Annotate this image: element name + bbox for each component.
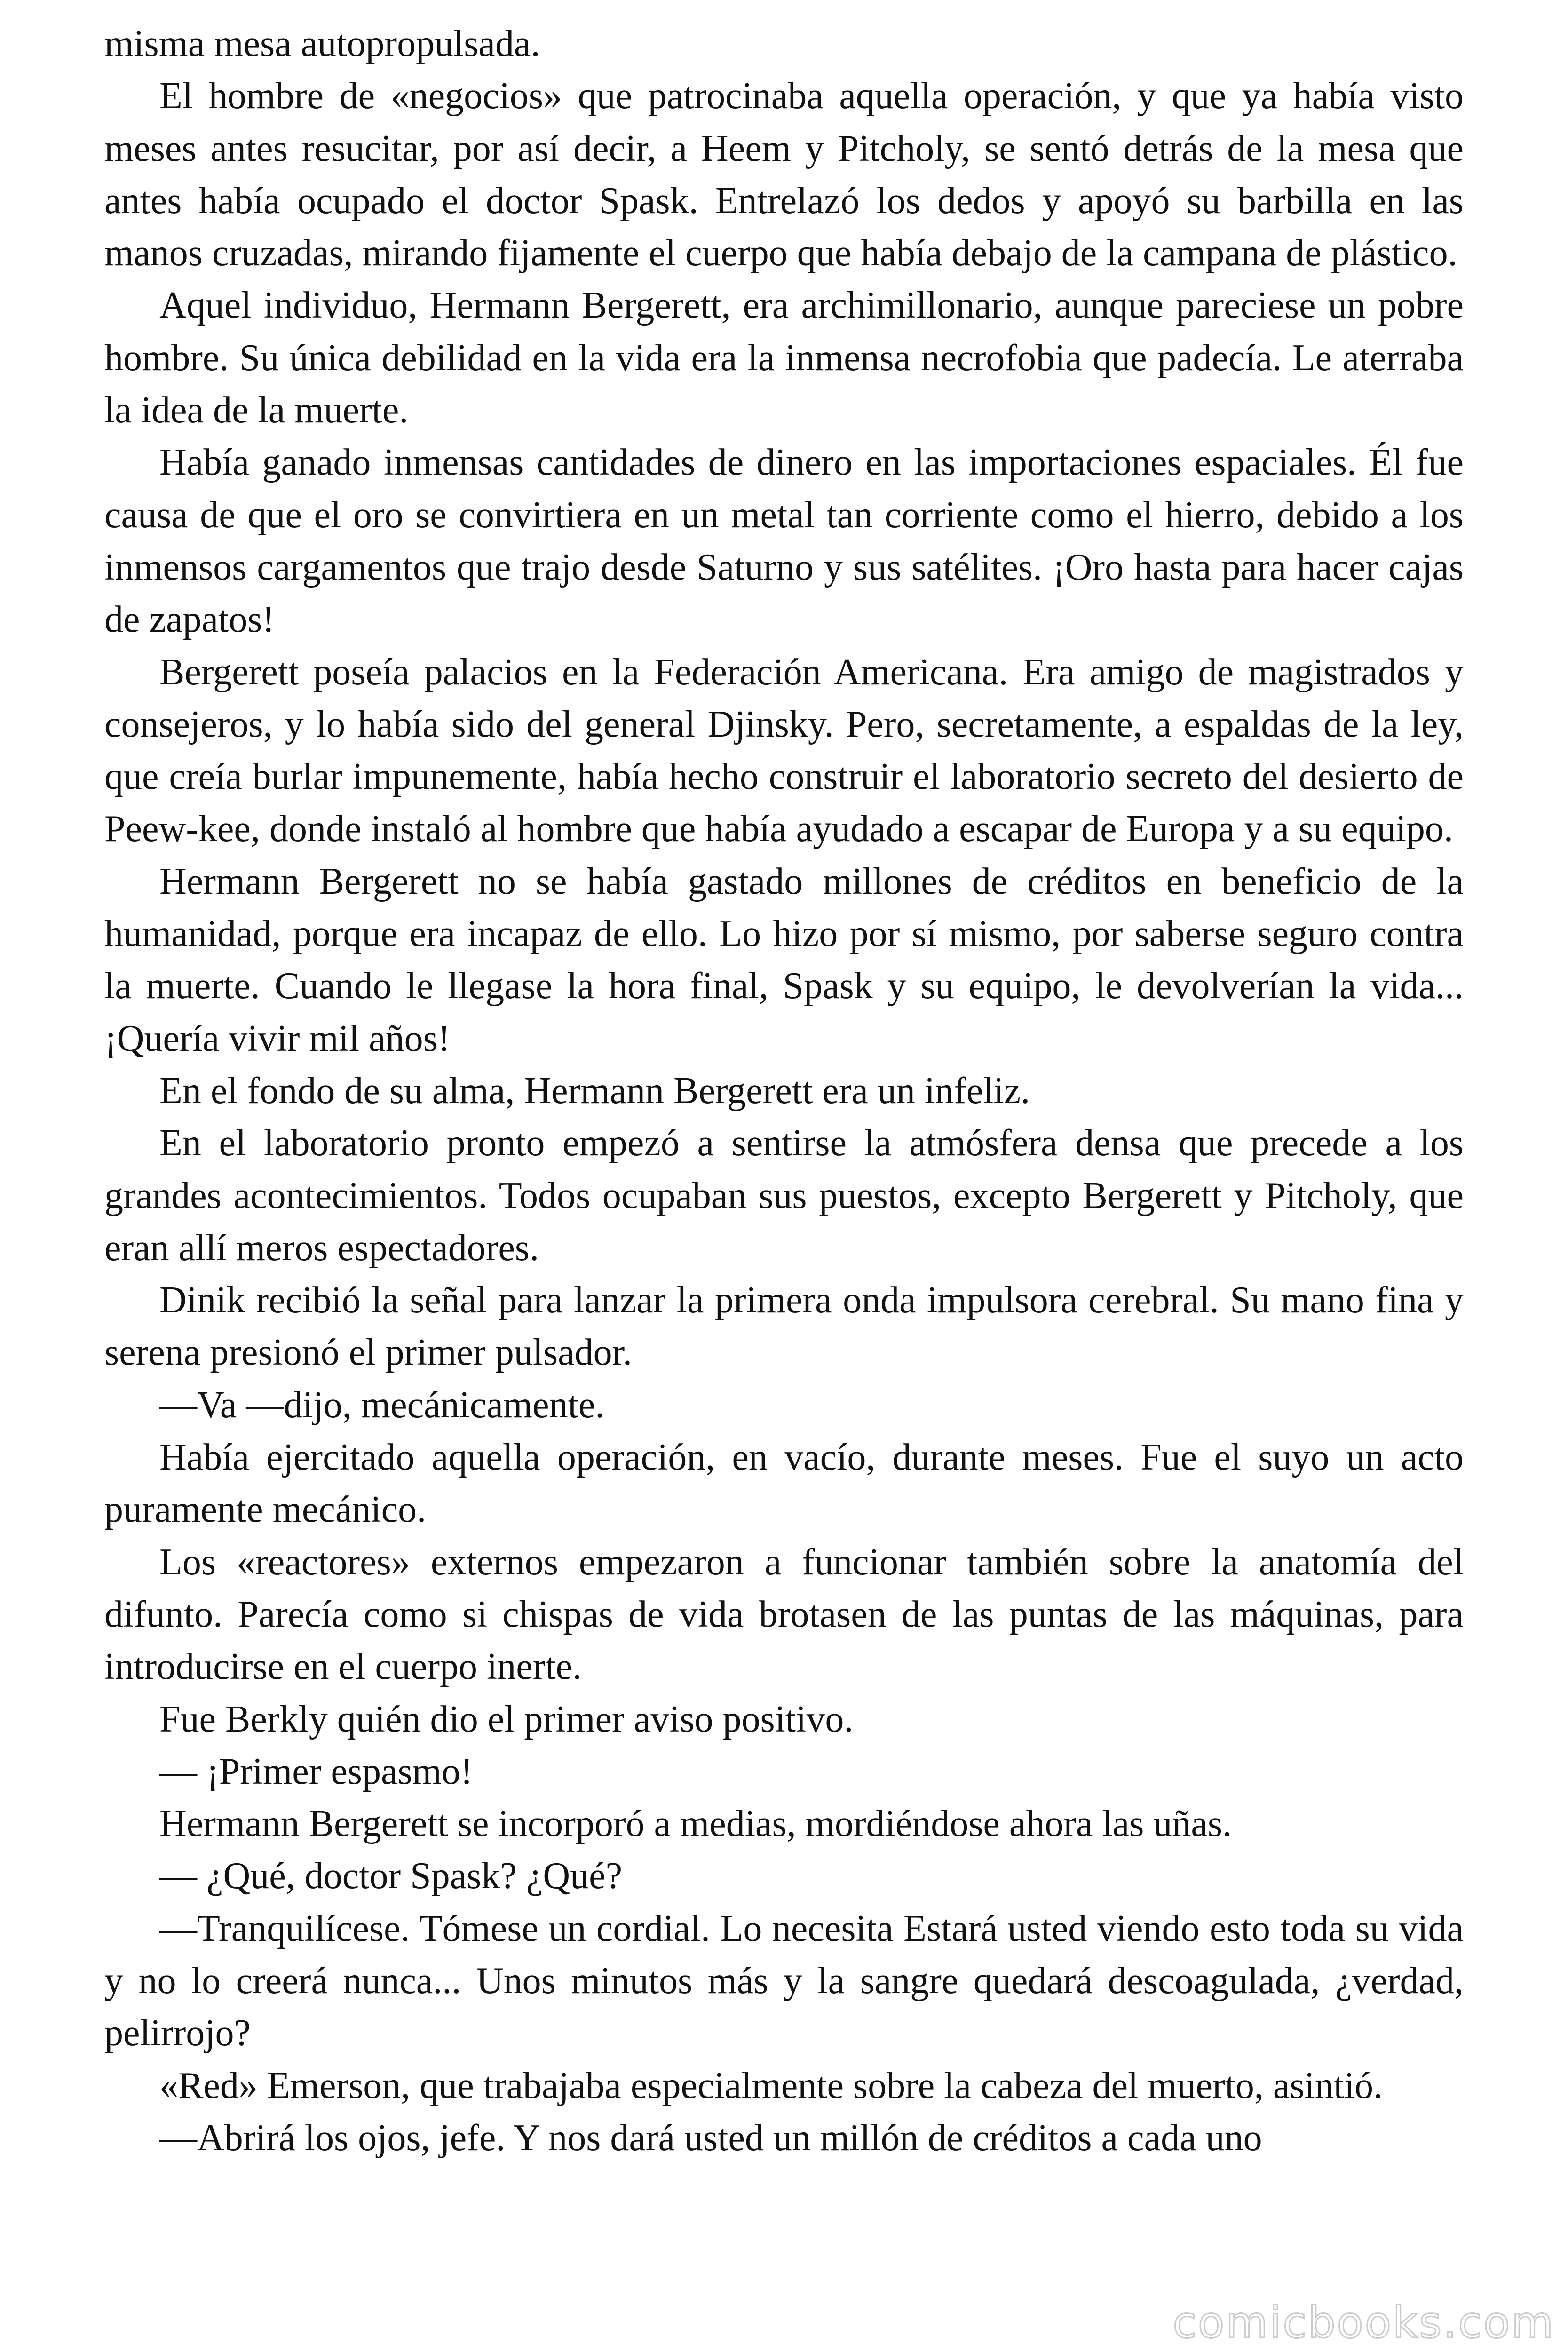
paragraph: Había ejercitado aquella operación, en vacío, durante meses. Fue el suyo un acto puramente mecánico. — [104, 1437, 1464, 1531]
paragraph: misma mesa autopropulsada. — [104, 23, 540, 64]
paragraph: — ¿Qué, doctor Spask? ¿Qué? — [159, 1855, 623, 1897]
paragraph: Fue Berkly quién dio el primer aviso positivo. — [159, 1698, 854, 1740]
watermark-logo: comicbooks.com — [1172, 2297, 1555, 2348]
paragraph: Bergerett poseía palacios en la Federación Americana. Era amigo de magistrados y consejeros, y lo había sido del general Djinsky. Pero, secretamente, a espaldas de la ley, que creía burlar impunemente, había hecho construir el laboratorio secreto del desierto de Peew-kee, donde instaló al hombre que había ayudado a escapar de Europa y a su equipo. — [104, 651, 1464, 850]
paragraph: — ¡Primer espasmo! — [159, 1750, 473, 1792]
paragraph: Hermann Bergerett se incorporó a medias, mordiéndose ahora las uñas. — [159, 1803, 1232, 1845]
paragraph: «Red» Emerson, que trabajaba especialmente sobre la cabeza del muerto, asintió. — [159, 2065, 1383, 2106]
paragraph: Hermann Bergerett no se había gastado millones de créditos en beneficio de la humanidad, porque era incapaz de ello. Lo hizo por sí mismo, por saberse seguro contra la muerte. Cuando le llegase la hora final, Spask y su equipo, le devolverían la vida... ¡Quería vivir mil años! — [104, 860, 1464, 1059]
paragraph: Aquel individuo, Hermann Bergerett, era archimillonario, aunque pareciese un pobre hombre. Su única debilidad en la vida era la inmensa necrofobia que padecía. Le aterraba la idea de la muerte. — [104, 285, 1464, 431]
paragraph: Había ganado inmensas cantidades de dinero en las importaciones espaciales. Él fue causa de que el oro se convirtiera en un metal tan corriente como el hierro, debido a los inmensos cargamentos que trajo desde Saturno y sus satélites. ¡Oro hasta para hacer cajas de zapatos! — [104, 442, 1464, 641]
paragraph: En el laboratorio pronto empezó a sentirse la atmósfera densa que precede a los grandes acontecimientos. Todos ocupaban sus puestos, excepto Bergerett y Pitcholy, que eran allí meros espectadores. — [104, 1122, 1464, 1269]
paragraph: —Va —dijo, mecánicamente. — [159, 1384, 605, 1426]
paragraph: —Tranquilícese. Tómese un cordial. Lo necesita Estará usted viendo esto toda su vida y no lo creerá nunca... Unos minutos más y la sangre quedará descoagulada, ¿verdad, pelirrojo? — [104, 1907, 1464, 2054]
paragraph: Dinik recibió la señal para lanzar la primera onda impulsora cerebral. Su mano fina y serena presionó el primer pulsador. — [104, 1279, 1464, 1374]
paragraph: El hombre de «negocios» que patrocinaba aquella operación, y que ya había visto meses antes resucitar, por así decir, a Heem y Pitcholy, se sentó detrás de la mesa que antes había ocupado el doctor Spask. Entrelazó los dedos y apoyó su barbilla en las manos cruzadas, mirando fijamente el cuerpo que había debajo de la campana de plástico. — [104, 75, 1464, 274]
paragraph: En el fondo de su alma, Hermann Bergerett era un infeliz. — [159, 1070, 1030, 1112]
paragraph: Los «reactores» externos empezaron a funcionar también sobre la anatomía del difunto. Parecía como si chispas de vida brotasen de las puntas de las máquinas, para introducirse en el cuerpo inerte. — [104, 1541, 1464, 1688]
paragraph: —Abrirá los ojos, jefe. Y nos dará usted un millón de créditos a cada uno — [159, 2117, 1262, 2159]
book-page — [104, 18, 1464, 2164]
